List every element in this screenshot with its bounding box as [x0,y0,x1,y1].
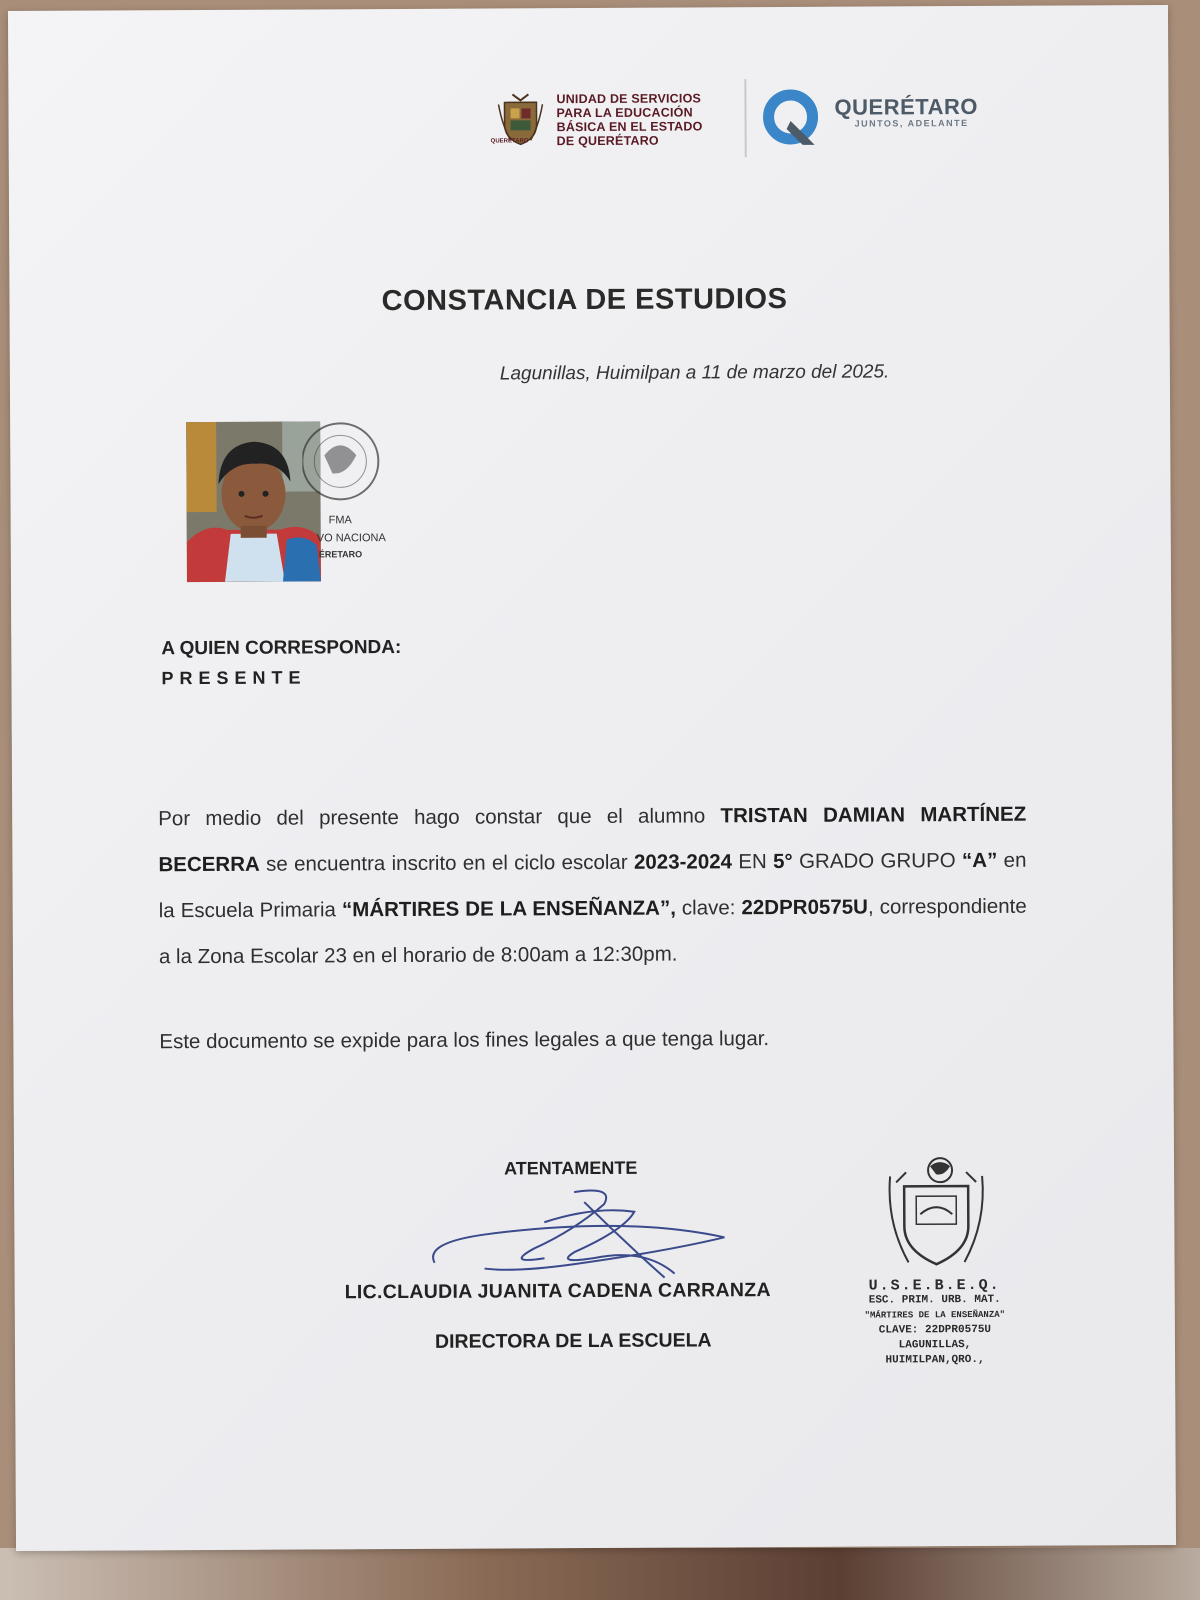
national-coat-of-arms-icon [882,1152,989,1279]
seal-line: LAGUNILLAS, [898,1339,972,1352]
school-name: “MÁRTIRES DE LA ENSEÑANZA”, [341,896,676,922]
body-text: se encuentra inscrito en el ciclo escolar [259,850,635,876]
body-text: EN [731,850,774,874]
closing-paragraph: Este documento se expide para los fines legales a que tenga lugar. [159,1027,770,1054]
school-key: 22DPR0575U [741,895,869,920]
crest-caption: QUERÉTARO [490,138,529,145]
presente: PRESENTE [161,667,307,689]
signer-name: LIC.CLAUDIA JUANITA CADENA CARRANZA [344,1279,771,1304]
institution-line: BÁSICA EN EL ESTADO [556,119,703,135]
stamp-fragment: VO NACIONA [316,532,386,545]
institution-line: PARA LA EDUCACIÓN [556,105,693,121]
body-text: , correspondiente a la Zona Escolar 23 en el horario de 8:00am a 12:30pm. [158,894,1027,969]
school-seal-text [855,1278,1015,1369]
stamp-fragment: ÉRETARO [318,549,363,560]
seal-line: U.S.E.B.E.Q. [868,1276,1001,1295]
handwritten-signature [424,1181,745,1293]
body-text: Por medio del presente hago constar que el alumno [158,804,721,831]
seal-line: CLAVE: 22DPR0575U [878,1323,992,1337]
institution-line: DE QUERÉTARO [556,133,659,149]
institution-name [556,91,746,148]
body-text: en la Escuela Primaria [158,848,1027,923]
group: “A” [961,848,998,873]
photo-official-stamp [302,405,413,566]
student-photo [186,421,321,582]
student-portrait [186,421,321,582]
logo-tagline: JUNTOS, ADELANTE [854,118,969,129]
body-text: GRADO GRUPO [792,849,963,873]
signer-role: DIRECTORA DE LA ESCUELA [434,1329,712,1353]
grade: 5° [773,849,793,874]
atentamente: ATENTAMENTE [503,1157,638,1179]
seal-line: "MÁRTIRES DE LA ENSEÑANZA" [864,1309,1006,1321]
seal-line: HUIMILPAN,QRO., [885,1353,985,1367]
background-surface [0,1548,1200,1600]
greeting: A QUIEN CORRESPONDA: [161,636,402,660]
seal-line: ESC. PRIM. URB. MAT. [868,1293,1001,1307]
body-paragraph [158,792,1027,981]
queretaro-q-logo-icon [760,87,824,151]
stamp-fragment: FMA [328,514,352,527]
institution-line: UNIDAD DE SERVICIOS [556,91,702,107]
logo-name: QUERÉTARO [834,93,978,120]
school-cycle: 2023-2024 [633,850,733,874]
body-text: clave: [675,896,742,920]
student-name: TRISTAN DAMIAN MARTÍNEZ BECERRA [158,802,1027,877]
document-title: CONSTANCIA DE ESTUDIOS [381,282,788,318]
header-divider [744,79,746,157]
document-page [8,5,1176,1551]
place-date: Lagunillas, Huimilpan a 11 de marzo del 2025. [499,361,890,385]
